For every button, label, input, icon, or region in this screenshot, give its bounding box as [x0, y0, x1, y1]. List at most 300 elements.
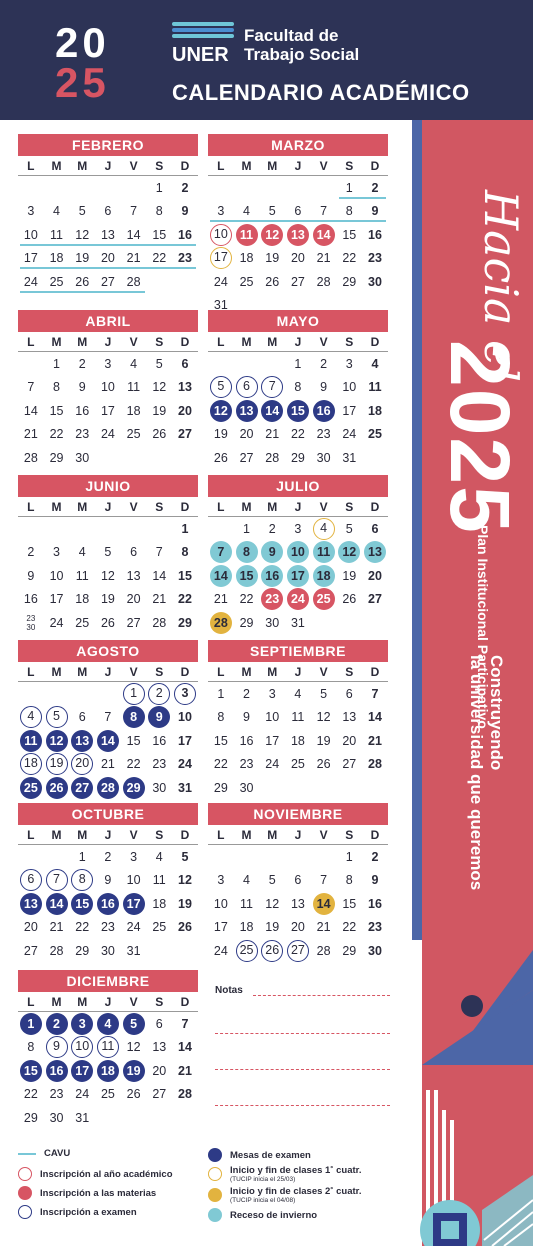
day-4[interactable]: 4	[78, 545, 86, 560]
day-4[interactable]: 4	[20, 706, 42, 728]
day-13[interactable]: 13	[100, 227, 115, 242]
day-15[interactable]: 15	[152, 227, 167, 242]
day-6[interactable]: 6	[181, 356, 189, 371]
day-16[interactable]: 16	[97, 893, 119, 915]
day-8[interactable]: 8	[123, 706, 145, 728]
day-26[interactable]: 26	[100, 615, 115, 630]
day-29[interactable]: 29	[23, 1110, 38, 1125]
day-25[interactable]: 25	[49, 274, 64, 289]
day-14[interactable]: 14	[210, 565, 232, 587]
day-21[interactable]: 21	[152, 592, 167, 607]
day-5[interactable]: 5	[345, 521, 353, 536]
note-line[interactable]	[215, 1069, 390, 1070]
day-2[interactable]: 2	[148, 683, 170, 705]
day-24[interactable]: 24	[75, 1087, 90, 1102]
day-4[interactable]: 4	[53, 204, 60, 219]
day-16[interactable]: 16	[368, 227, 382, 242]
day-2[interactable]: 2	[104, 849, 112, 864]
day-5[interactable]: 5	[155, 356, 163, 371]
day-23[interactable]: 23	[100, 920, 115, 935]
day-25[interactable]: 25	[239, 274, 254, 289]
day-18[interactable]: 18	[97, 1060, 119, 1082]
day-17[interactable]: 17	[342, 403, 357, 418]
day-11[interactable]: 11	[368, 380, 382, 395]
day-22[interactable]: 22	[213, 757, 228, 772]
day-30[interactable]: 30	[368, 274, 382, 289]
day-17[interactable]: 17	[71, 1060, 93, 1082]
day-15[interactable]: 15	[178, 568, 192, 583]
day-13[interactable]: 13	[290, 896, 305, 911]
day-5[interactable]: 5	[123, 1013, 145, 1035]
day-17[interactable]: 17	[213, 920, 228, 935]
day-24[interactable]: 24	[178, 757, 192, 772]
day-23[interactable]: 23	[49, 1087, 64, 1102]
day-24[interactable]: 24	[213, 943, 228, 958]
day-14[interactable]: 14	[313, 893, 335, 915]
day-13[interactable]: 13	[287, 224, 309, 246]
day-15[interactable]: 15	[20, 1060, 42, 1082]
day-28[interactable]: 28	[49, 943, 64, 958]
day-16[interactable]: 16	[261, 565, 283, 587]
day-27[interactable]: 27	[368, 592, 382, 607]
day-7[interactable]: 7	[181, 1016, 189, 1031]
day-3[interactable]: 3	[130, 849, 138, 864]
day-9[interactable]: 9	[46, 1036, 68, 1058]
day-1[interactable]: 1	[294, 356, 302, 371]
day-10[interactable]: 10	[210, 224, 232, 246]
day-23[interactable]: 23	[261, 588, 283, 610]
day-19[interactable]: 19	[265, 251, 280, 266]
day-6[interactable]: 6	[78, 710, 86, 725]
day-21[interactable]: 21	[126, 251, 141, 266]
day-29[interactable]: 29	[213, 780, 228, 795]
day-10[interactable]: 10	[178, 710, 192, 725]
day-20[interactable]: 20	[178, 403, 192, 418]
day-27[interactable]: 27	[71, 777, 93, 799]
day-7[interactable]: 7	[27, 380, 35, 395]
day-18[interactable]: 18	[75, 592, 90, 607]
day-30[interactable]: 30	[265, 615, 280, 630]
day-31[interactable]: 31	[213, 298, 228, 313]
day-9[interactable]: 9	[104, 873, 112, 888]
day-23[interactable]: 23	[152, 757, 167, 772]
day-22[interactable]: 22	[23, 1087, 38, 1102]
day-7[interactable]: 7	[371, 686, 379, 701]
day-21[interactable]: 21	[23, 427, 38, 442]
day-11[interactable]: 11	[75, 568, 89, 583]
day-12[interactable]: 12	[210, 400, 232, 422]
day-22[interactable]: 22	[239, 592, 254, 607]
day-2[interactable]: 2	[320, 356, 328, 371]
day-30[interactable]: 30	[75, 450, 90, 465]
day-28[interactable]: 28	[265, 450, 280, 465]
day-13[interactable]: 13	[236, 400, 258, 422]
day-27[interactable]: 27	[239, 450, 254, 465]
day-12[interactable]: 12	[338, 541, 360, 563]
day-23[interactable]: 23	[239, 757, 254, 772]
day-2[interactable]: 2	[181, 180, 189, 195]
day-29[interactable]: 29	[239, 615, 254, 630]
day-15[interactable]: 15	[213, 733, 228, 748]
day-8[interactable]: 8	[345, 873, 353, 888]
day-12[interactable]: 12	[75, 227, 90, 242]
day-22[interactable]: 22	[178, 592, 192, 607]
day-28[interactable]: 28	[23, 450, 38, 465]
day-4[interactable]: 4	[371, 356, 379, 371]
day-30[interactable]: 30	[239, 780, 254, 795]
day-3[interactable]: 3	[174, 683, 196, 705]
day-17[interactable]: 17	[265, 733, 280, 748]
day-1[interactable]: 1	[345, 849, 353, 864]
day-2[interactable]: 2	[78, 356, 86, 371]
day-13[interactable]: 13	[126, 568, 141, 583]
day-8[interactable]: 8	[71, 869, 93, 891]
day-1[interactable]: 1	[123, 683, 145, 705]
day-25[interactable]: 25	[75, 615, 90, 630]
day-15[interactable]: 15	[287, 400, 309, 422]
day-28[interactable]: 28	[316, 274, 331, 289]
day-25[interactable]: 25	[152, 920, 167, 935]
day-6[interactable]: 6	[345, 686, 353, 701]
day-10[interactable]: 10	[100, 380, 115, 395]
day-6[interactable]: 6	[20, 869, 42, 891]
day-30[interactable]: 30	[316, 450, 331, 465]
day-28[interactable]: 28	[210, 612, 232, 634]
day-28[interactable]: 28	[152, 615, 167, 630]
day-22[interactable]: 22	[75, 920, 90, 935]
day-31[interactable]: 31	[75, 1110, 90, 1125]
day-9[interactable]: 9	[371, 873, 379, 888]
day-29[interactable]: 29	[123, 777, 145, 799]
day-18[interactable]: 18	[20, 753, 42, 775]
day-20[interactable]: 20	[368, 568, 382, 583]
day-22[interactable]: 22	[49, 427, 64, 442]
day-26[interactable]: 26	[126, 1087, 141, 1102]
day-2[interactable]: 2	[27, 545, 35, 560]
day-18[interactable]: 18	[368, 403, 382, 418]
day-8[interactable]: 8	[155, 204, 163, 219]
day-29[interactable]: 29	[75, 943, 90, 958]
day-20[interactable]: 20	[23, 920, 38, 935]
day-6[interactable]: 6	[294, 873, 302, 888]
day-6[interactable]: 6	[155, 1016, 163, 1031]
day-26[interactable]: 26	[46, 777, 68, 799]
day-9[interactable]: 9	[320, 380, 328, 395]
day-20[interactable]: 20	[342, 733, 357, 748]
day-17[interactable]: 17	[23, 251, 38, 266]
day-8[interactable]: 8	[236, 541, 258, 563]
day-23[interactable]: 23	[368, 920, 382, 935]
day-12[interactable]: 12	[178, 873, 192, 888]
day-4[interactable]: 4	[313, 518, 335, 540]
day-4[interactable]: 4	[155, 849, 163, 864]
day-24[interactable]: 24	[287, 588, 309, 610]
day-28[interactable]: 28	[97, 777, 119, 799]
day-20[interactable]: 20	[239, 427, 254, 442]
day-11[interactable]: 11	[127, 380, 141, 395]
day-16[interactable]: 16	[152, 733, 167, 748]
day-7[interactable]: 7	[104, 710, 112, 725]
day-30[interactable]: 30	[368, 943, 382, 958]
day-1[interactable]: 1	[217, 686, 225, 701]
day-9[interactable]: 9	[78, 380, 86, 395]
day-31[interactable]: 31	[126, 943, 141, 958]
day-1[interactable]: 1	[20, 1013, 42, 1035]
day-28[interactable]: 28	[178, 1087, 192, 1102]
day-20[interactable]: 20	[100, 251, 115, 266]
day-7[interactable]: 7	[320, 204, 328, 219]
day-24[interactable]: 24	[342, 427, 357, 442]
day-16[interactable]: 16	[46, 1060, 68, 1082]
day-18[interactable]: 18	[239, 251, 254, 266]
day-19[interactable]: 19	[178, 896, 192, 911]
day-9[interactable]: 9	[181, 204, 189, 219]
day-10[interactable]: 10	[213, 896, 228, 911]
day-26[interactable]: 26	[213, 450, 228, 465]
day-13[interactable]: 13	[178, 380, 192, 395]
day-19[interactable]: 19	[342, 568, 357, 583]
day-1[interactable]: 1	[345, 180, 353, 195]
day-4[interactable]: 4	[243, 873, 250, 888]
day-23[interactable]: 23	[178, 251, 192, 266]
day-9[interactable]: 9	[261, 541, 283, 563]
day-24[interactable]: 24	[265, 757, 280, 772]
day-26[interactable]: 26	[265, 274, 280, 289]
day-11[interactable]: 11	[313, 541, 335, 563]
day-30[interactable]: 30	[100, 943, 115, 958]
day-22[interactable]: 22	[152, 251, 167, 266]
day-19[interactable]: 19	[265, 920, 280, 935]
day-21[interactable]: 21	[265, 427, 280, 442]
day-28[interactable]: 28	[126, 274, 141, 289]
day-19[interactable]: 19	[100, 592, 115, 607]
day-23[interactable]: 23	[75, 427, 90, 442]
day-3[interactable]: 3	[53, 545, 60, 560]
day-10[interactable]: 10	[126, 873, 141, 888]
day-9[interactable]: 9	[243, 710, 250, 725]
day-12[interactable]: 12	[126, 1040, 141, 1055]
day-2[interactable]: 2	[371, 180, 379, 195]
day-3[interactable]: 3	[217, 873, 225, 888]
day-2[interactable]: 2	[371, 849, 379, 864]
day-14[interactable]: 14	[23, 403, 38, 418]
day-10[interactable]: 10	[49, 568, 64, 583]
day-7[interactable]: 7	[155, 545, 163, 560]
day-13[interactable]: 13	[152, 1040, 167, 1055]
day-22[interactable]: 22	[342, 920, 357, 935]
day-27[interactable]: 27	[178, 427, 192, 442]
day-1[interactable]: 1	[53, 356, 60, 371]
day-15[interactable]: 15	[49, 403, 64, 418]
day-3[interactable]: 3	[345, 356, 353, 371]
day-11[interactable]: 11	[97, 1036, 119, 1058]
day-26[interactable]: 26	[261, 940, 283, 962]
day-10[interactable]: 10	[342, 380, 357, 395]
day-28[interactable]: 28	[368, 757, 382, 772]
day-17[interactable]: 17	[287, 565, 309, 587]
note-line[interactable]	[215, 1033, 390, 1034]
day-3[interactable]: 3	[268, 686, 276, 701]
day-21[interactable]: 21	[100, 757, 115, 772]
notes-area[interactable]	[215, 985, 390, 996]
day-4[interactable]: 4	[97, 1013, 119, 1035]
day-27[interactable]: 27	[100, 274, 115, 289]
day-23[interactable]: 23	[368, 251, 382, 266]
day-15[interactable]: 15	[342, 896, 357, 911]
day-13[interactable]: 13	[71, 730, 93, 752]
day-1[interactable]: 1	[155, 180, 163, 195]
day-9[interactable]: 9	[27, 568, 35, 583]
day-6[interactable]: 6	[371, 521, 379, 536]
day-12[interactable]: 12	[152, 380, 167, 395]
day-20[interactable]: 20	[290, 920, 305, 935]
day-11[interactable]: 11	[20, 730, 42, 752]
day-21[interactable]: 21	[316, 920, 331, 935]
note-line[interactable]	[215, 1105, 390, 1106]
day-18[interactable]: 18	[290, 733, 305, 748]
day-5[interactable]: 5	[210, 376, 232, 398]
day-8[interactable]: 8	[294, 380, 302, 395]
day-27[interactable]: 27	[23, 943, 38, 958]
day-13[interactable]: 13	[364, 541, 386, 563]
day-21[interactable]: 21	[316, 251, 331, 266]
day-26[interactable]: 26	[178, 920, 192, 935]
day-10[interactable]: 10	[287, 541, 309, 563]
day-14[interactable]: 14	[178, 1040, 192, 1055]
day-16[interactable]: 16	[75, 403, 90, 418]
day-19[interactable]: 19	[152, 403, 167, 418]
day-24[interactable]: 24	[126, 920, 141, 935]
day-1[interactable]: 1	[78, 849, 86, 864]
day-21[interactable]: 21	[178, 1063, 192, 1078]
day-18[interactable]: 18	[152, 896, 167, 911]
day-5[interactable]: 5	[268, 873, 276, 888]
day-2[interactable]: 2	[268, 521, 276, 536]
day-18[interactable]: 18	[313, 565, 335, 587]
day-12[interactable]: 12	[100, 568, 115, 583]
day-16[interactable]: 16	[178, 227, 192, 242]
day-19[interactable]: 19	[213, 427, 228, 442]
day-17[interactable]: 17	[49, 592, 64, 607]
day-24[interactable]: 24	[49, 615, 64, 630]
day-19[interactable]: 19	[75, 251, 90, 266]
day-9[interactable]: 9	[148, 706, 170, 728]
day-18[interactable]: 18	[49, 251, 64, 266]
day-14[interactable]: 14	[126, 227, 141, 242]
day-14[interactable]: 14	[97, 730, 119, 752]
day-22[interactable]: 22	[290, 427, 305, 442]
day-29[interactable]: 29	[178, 615, 192, 630]
day-7[interactable]: 7	[261, 376, 283, 398]
day-5[interactable]: 5	[104, 545, 112, 560]
day-4[interactable]: 4	[130, 356, 138, 371]
day-31[interactable]: 31	[290, 615, 305, 630]
day-15[interactable]: 15	[236, 565, 258, 587]
day-30[interactable]: 30	[49, 1110, 64, 1125]
day-15[interactable]: 15	[71, 893, 93, 915]
day-28[interactable]: 28	[316, 943, 331, 958]
day-5[interactable]: 5	[320, 686, 328, 701]
day-3[interactable]: 3	[104, 356, 112, 371]
day-24[interactable]: 24	[213, 274, 228, 289]
day-21[interactable]: 21	[49, 920, 64, 935]
day-3[interactable]: 3	[294, 521, 302, 536]
day-14[interactable]: 14	[261, 400, 283, 422]
day-2[interactable]: 2	[243, 686, 250, 701]
day-2[interactable]: 2	[46, 1013, 68, 1035]
day-25[interactable]: 25	[290, 757, 305, 772]
day-13[interactable]: 13	[342, 710, 357, 725]
day-25[interactable]: 25	[236, 940, 258, 962]
day-20[interactable]: 20	[290, 251, 305, 266]
day-1[interactable]: 1	[181, 521, 189, 536]
day-12[interactable]: 12	[316, 710, 331, 725]
day-15[interactable]: 15	[126, 733, 141, 748]
day-31[interactable]: 31	[178, 780, 192, 795]
day-16[interactable]: 16	[23, 592, 38, 607]
day-7[interactable]: 7	[210, 541, 232, 563]
day-26[interactable]: 26	[152, 427, 167, 442]
day-14[interactable]: 14	[46, 893, 68, 915]
day-8[interactable]: 8	[217, 710, 225, 725]
day-5[interactable]: 5	[181, 849, 189, 864]
day-26[interactable]: 26	[342, 592, 357, 607]
day-8[interactable]: 8	[53, 380, 60, 395]
day-17[interactable]: 17	[210, 247, 232, 269]
day-1[interactable]: 1	[243, 521, 250, 536]
day-6[interactable]: 6	[236, 376, 258, 398]
day-31[interactable]: 31	[342, 450, 357, 465]
day-24[interactable]: 24	[23, 274, 38, 289]
day-4[interactable]: 4	[294, 686, 302, 701]
day-17[interactable]: 17	[178, 733, 192, 748]
day-29[interactable]: 29	[49, 450, 64, 465]
day-22[interactable]: 22	[342, 251, 357, 266]
day-8[interactable]: 8	[345, 204, 353, 219]
day-18[interactable]: 18	[126, 403, 141, 418]
day-26[interactable]: 26	[75, 274, 90, 289]
day-5[interactable]: 5	[268, 204, 276, 219]
day-25[interactable]: 25	[20, 777, 42, 799]
day-17[interactable]: 17	[100, 403, 115, 418]
day-7[interactable]: 7	[130, 204, 138, 219]
day-25[interactable]: 25	[368, 427, 382, 442]
day-6[interactable]: 6	[294, 204, 302, 219]
day-3[interactable]: 3	[217, 204, 225, 219]
day-8[interactable]: 8	[27, 1040, 35, 1055]
day-14[interactable]: 14	[152, 568, 167, 583]
day-27[interactable]: 27	[152, 1087, 167, 1102]
day-13[interactable]: 13	[20, 893, 42, 915]
day-10[interactable]: 10	[265, 710, 280, 725]
day-11[interactable]: 11	[50, 227, 64, 242]
day-27[interactable]: 27	[342, 757, 357, 772]
day-22[interactable]: 22	[126, 757, 141, 772]
day-30[interactable]: 30	[152, 780, 167, 795]
day-5[interactable]: 5	[46, 706, 68, 728]
day-25[interactable]: 25	[313, 588, 335, 610]
day-6[interactable]: 6	[130, 545, 138, 560]
day-29[interactable]: 29	[342, 274, 357, 289]
day-23/30[interactable]: 23 30	[26, 613, 36, 632]
day-8[interactable]: 8	[181, 545, 189, 560]
day-20[interactable]: 20	[126, 592, 141, 607]
day-21[interactable]: 21	[213, 592, 228, 607]
day-27[interactable]: 27	[287, 940, 309, 962]
day-25[interactable]: 25	[126, 427, 141, 442]
day-14[interactable]: 14	[368, 710, 382, 725]
day-7[interactable]: 7	[46, 869, 68, 891]
